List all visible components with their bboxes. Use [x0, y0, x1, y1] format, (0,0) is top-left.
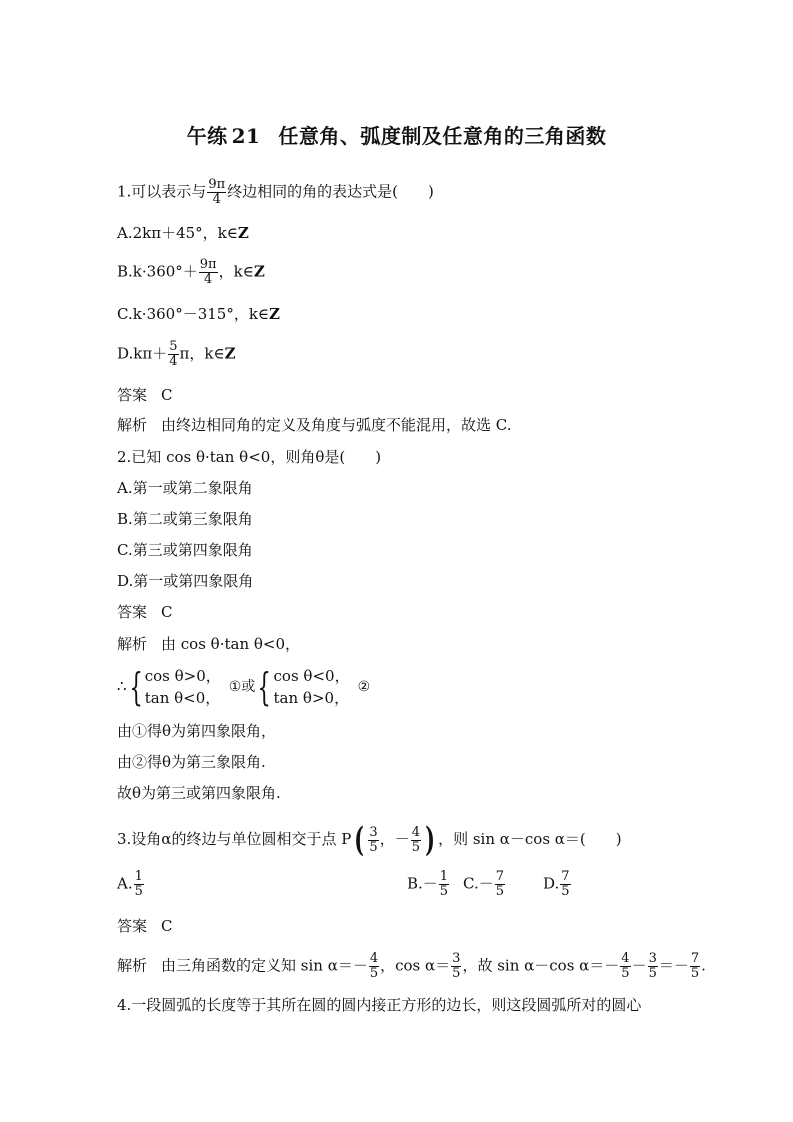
q2-line-3: 故θ为第三或第四象限角.: [117, 784, 281, 802]
q2-line-1: 由①得θ为第四象限角，: [117, 722, 277, 740]
q3-option-b: B.－ $\frac{1}{5}$: [407, 869, 449, 899]
q2-option-a: A.第一或第二象限角: [117, 479, 253, 497]
q3-stem: 3.设角α的终边与单位圆相交于点 P( $\frac{3}{5}$ ，－ $\frac{4}{5}$ ) ，则 sin α－cos α＝( ): [117, 820, 622, 860]
q1-option-b: B.k·360°＋ $\frac{9\pi}{4}$ ，k∈Z: [117, 257, 265, 287]
q2-system-2: cos θ<0， tan θ>0，: [273, 667, 350, 707]
q3-analysis: 解析 由三角函数的定义知 sin α＝－ $\frac{4}{5}$ ，cos α＝ $\frac{3}{5}$ ，故 sin α－cos α＝－ $\frac{4}{5}$ － $\frac{3}{5}$ ＝－ $\frac{7}{5}$ .: [117, 951, 706, 981]
title-number: 21: [231, 124, 261, 148]
q1-stem-fraction: $\frac{9\pi}{4}$: [208, 177, 226, 207]
q2-analysis: 解析 由 cos θ·tan θ<0，: [117, 635, 301, 653]
q3-answer: 答案 C: [117, 917, 173, 935]
q1-stem-post: 终边相同的角的表达式是(: [227, 182, 398, 201]
q2-option-b: B.第二或第三象限角: [117, 510, 253, 528]
q1-stem-pre: 1.可以表示与: [117, 182, 207, 201]
q1-answer: 答案 C: [117, 386, 173, 404]
q2-answer: 答案 C: [117, 603, 173, 621]
q2-system: ∴{ cos θ>0， tan θ<0， ①或{ cos θ<0， tan θ>0， ②: [117, 665, 371, 709]
q2-line-2: 由②得θ为第三象限角.: [117, 753, 266, 771]
q1-analysis: 解析 由终边相同角的定义及角度与弧度不能混用，故选 C.: [117, 416, 512, 434]
q1-option-d: D.kπ＋ $\frac{5}{4}$ π，k∈Z: [117, 339, 236, 369]
q1-option-c: C.k·360°－315°，k∈Z: [117, 305, 280, 323]
q4-stem: 4.一段圆弧的长度等于其所在圆的圆内接正方形的边长，则这段圆弧所对的圆心: [117, 996, 642, 1014]
q3-option-d: D. $\frac{7}{5}$: [543, 869, 570, 899]
q1-option-a: A.2kπ＋45°，k∈Z: [117, 224, 249, 242]
page-title: [0, 120, 793, 149]
q2-option-d: D.第一或第四象限角: [117, 572, 254, 590]
q3-option-c: C.－ $\frac{7}{5}$: [463, 869, 504, 899]
q2-stem: 2.已知 cos θ·tan θ<0，则角θ是( ): [117, 448, 382, 466]
q2-option-c: C.第三或第四象限角: [117, 541, 253, 559]
q1-stem: 1.可以表示与 $\frac{9\pi}{4}$ 终边相同的角的表达式是( ): [117, 177, 434, 207]
title-text: 任意角、弧度制及任意角的三角函数: [278, 124, 607, 148]
title-prefix: 午练: [186, 124, 228, 148]
q2-system-1: cos θ>0， tan θ<0，: [144, 667, 221, 707]
q3-option-a: A. $\frac{1}{5}$: [117, 869, 143, 899]
